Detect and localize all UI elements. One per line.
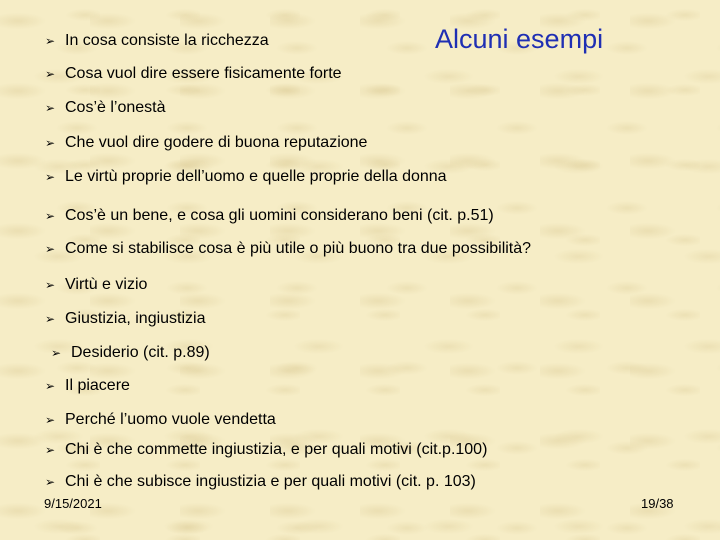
list-item: ➢ Cosa vuol dire essere fisicamente forte	[45, 65, 342, 82]
arrow-bullet-icon: ➢	[45, 136, 56, 150]
list-item: ➢ Perché l’uomo vuole vendetta	[45, 411, 276, 428]
arrow-bullet-icon: ➢	[45, 34, 56, 48]
arrow-bullet-icon: ➢	[45, 278, 56, 292]
arrow-bullet-icon: ➢	[45, 475, 56, 489]
list-item: ➢ Virtù e vizio	[45, 276, 148, 293]
arrow-bullet-icon: ➢	[45, 170, 56, 184]
list-item: ➢ Come si stabilisce cosa è più utile o più buono tra due possibilità?	[45, 240, 532, 257]
page-number: 19/38	[641, 496, 674, 511]
list-item: ➢ Giustizia, ingiustizia	[45, 310, 206, 327]
list-item: ➢ Cos’è l’onestà	[45, 99, 166, 116]
arrow-bullet-icon: ➢	[45, 242, 56, 256]
list-item: ➢ Che vuol dire godere di buona reputazione	[45, 134, 368, 151]
list-item: ➢ Il piacere	[45, 377, 130, 394]
list-item: ➢ In cosa consiste la ricchezza	[45, 32, 269, 49]
arrow-bullet-icon: ➢	[45, 312, 56, 326]
arrow-bullet-icon: ➢	[45, 101, 56, 115]
list-item: ➢ Chi è che subisce ingiustizia e per quali motivi (cit. p. 103)	[45, 473, 476, 490]
list-item: ➢ Le virtù proprie dell’uomo e quelle proprie della donna	[45, 168, 447, 185]
arrow-bullet-icon: ➢	[45, 379, 56, 393]
arrow-bullet-icon: ➢	[45, 443, 56, 457]
arrow-bullet-icon: ➢	[45, 413, 56, 427]
list-item: ➢ Cos’è un bene, e cosa gli uomini considerano beni (cit. p.51)	[45, 207, 494, 224]
arrow-bullet-icon: ➢	[51, 346, 62, 360]
slide-date: 9/15/2021	[44, 496, 102, 511]
arrow-bullet-icon: ➢	[45, 67, 56, 81]
list-item: ➢ Chi è che commette ingiustizia, e per quali motivi (cit.p.100)	[45, 441, 488, 458]
slide-title: Alcuni esempi	[435, 24, 604, 54]
arrow-bullet-icon: ➢	[45, 209, 56, 223]
list-item: ➢ Desiderio (cit. p.89)	[51, 344, 210, 361]
